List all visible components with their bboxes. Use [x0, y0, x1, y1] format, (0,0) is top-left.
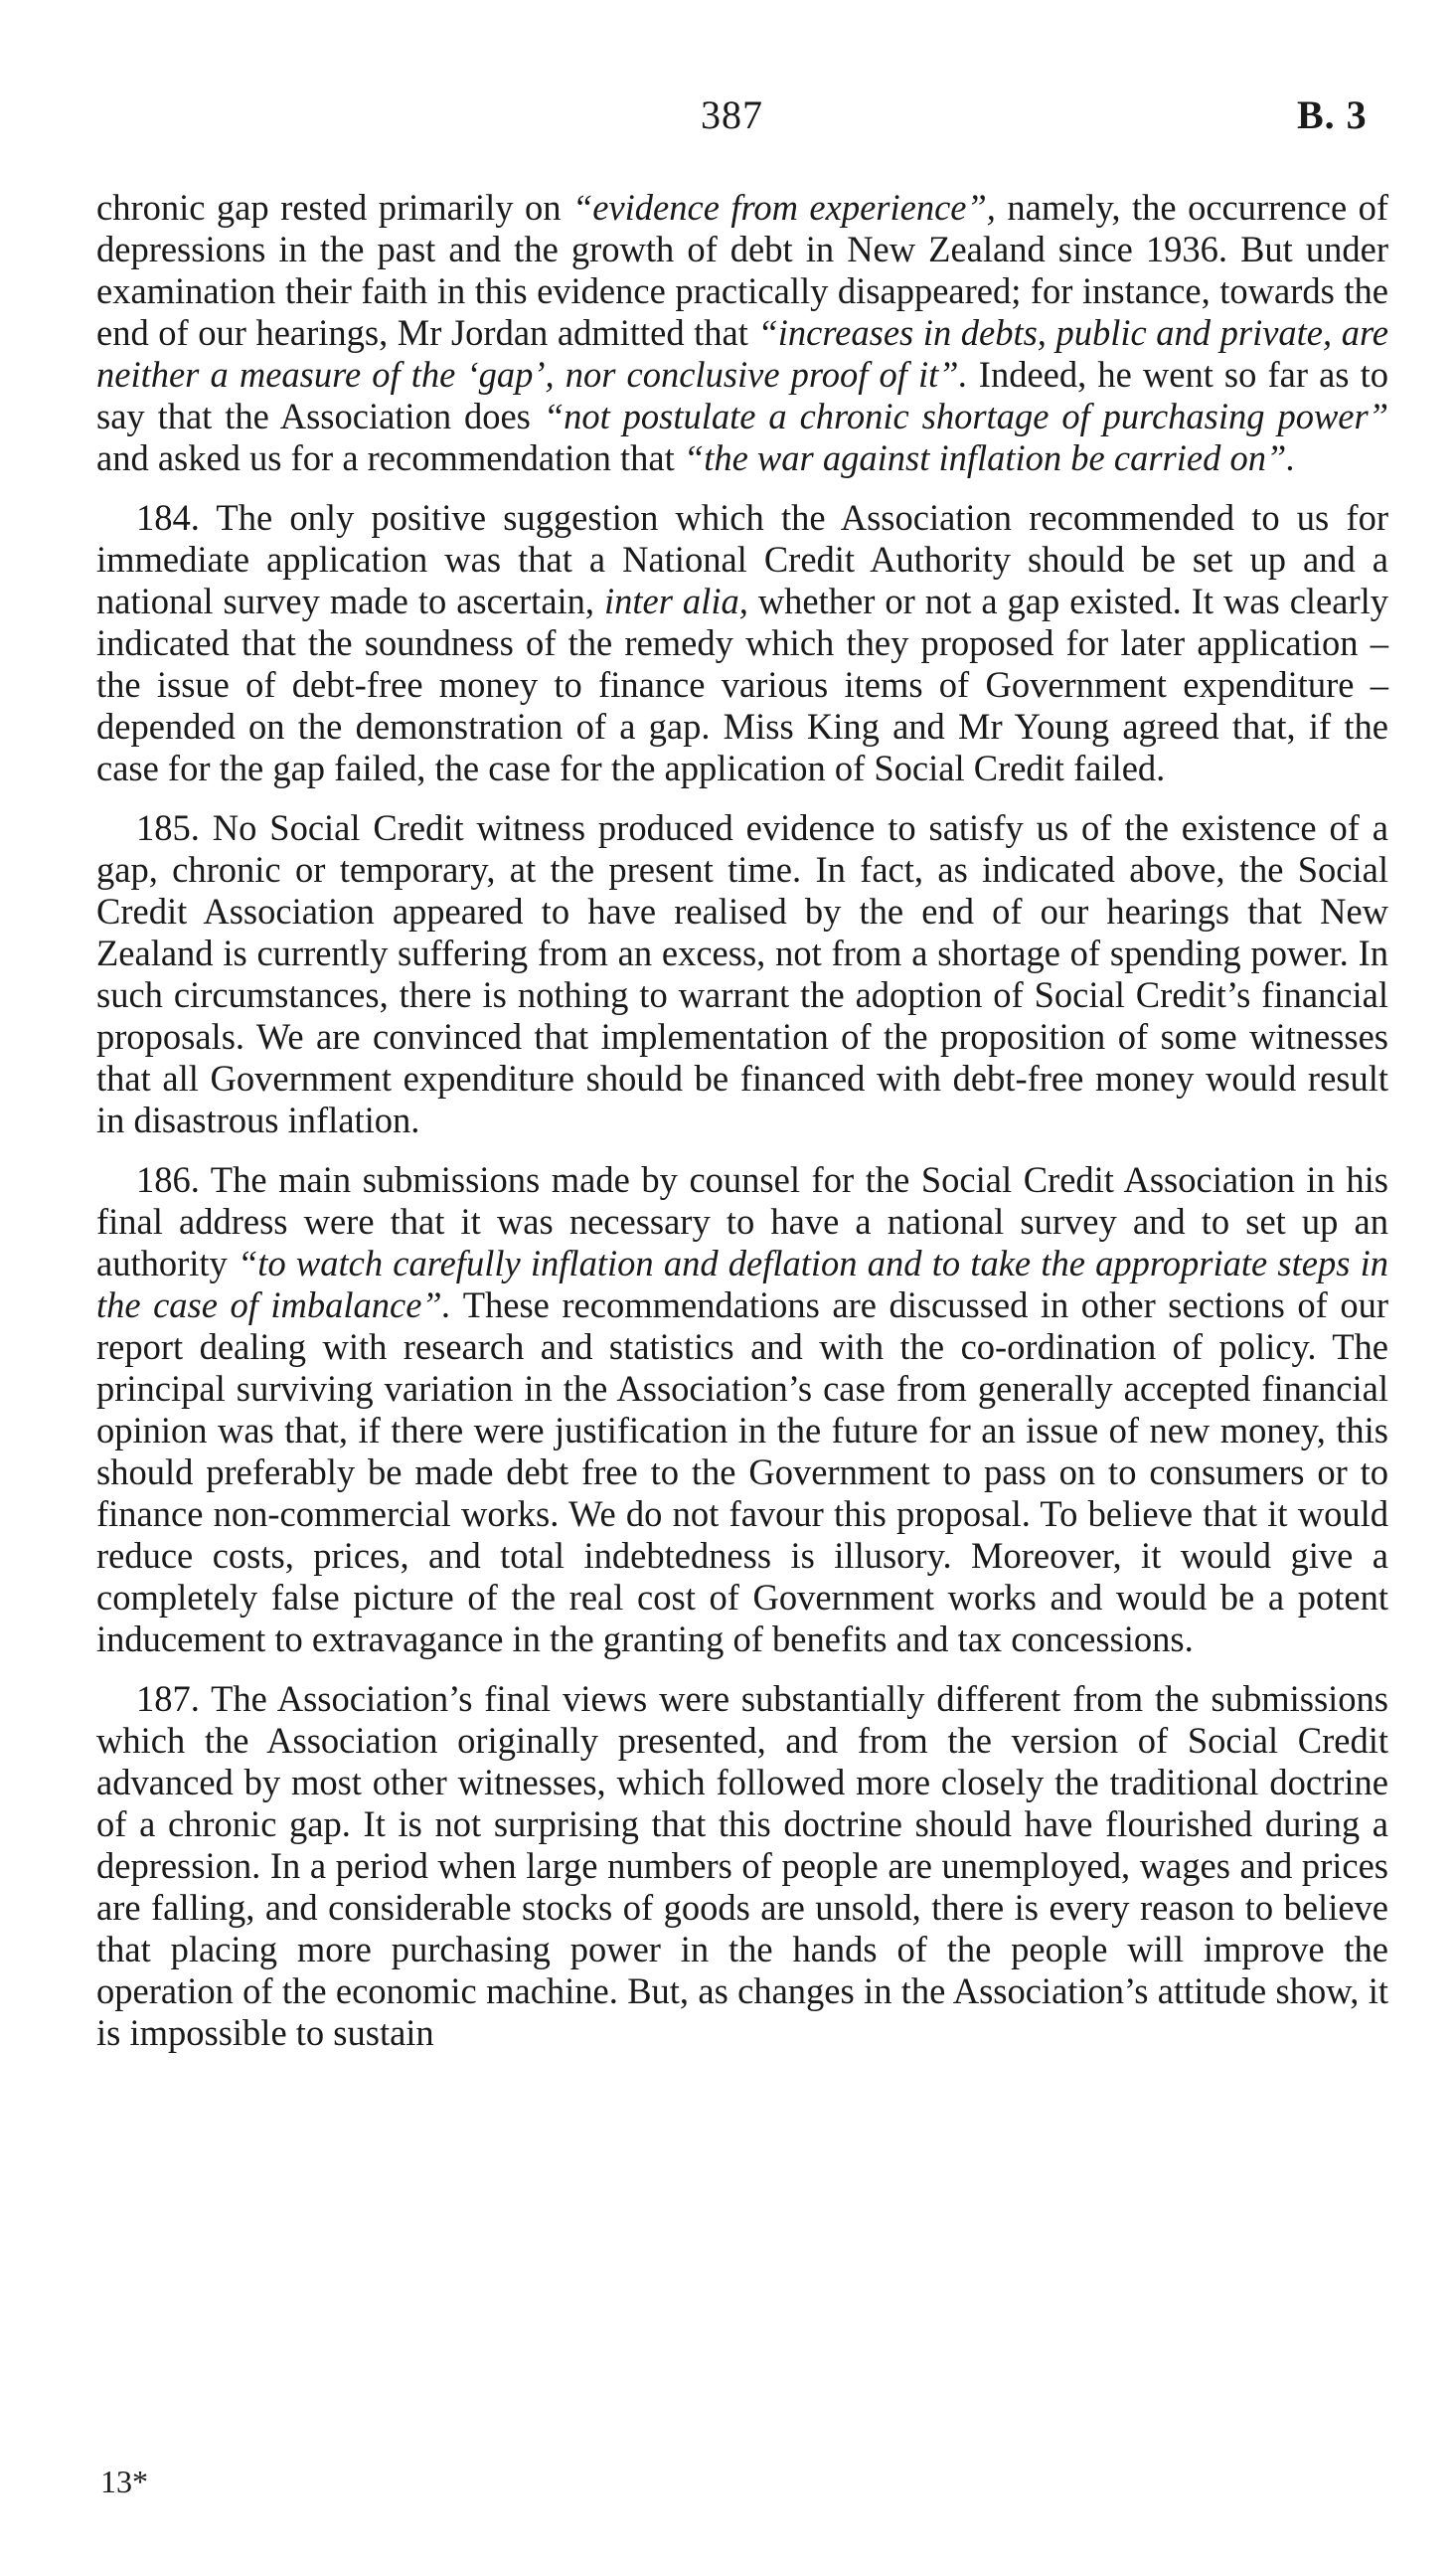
- page-header: [0, 91, 1456, 141]
- document-code: B. 3: [1297, 92, 1368, 137]
- italic-quote: “to watch carefully inflation and deflation and to take the appropriate steps in the case of imbalance”.: [96, 1243, 1389, 1325]
- italic-quote: “evidence from experience”,: [571, 187, 996, 228]
- signature-mark: 13*: [100, 2464, 148, 2499]
- italic-quote: “increases in debts, public and private, are neither a measure of the ‘gap’, nor conclusive proof of it”.: [96, 312, 1388, 395]
- text-run: 185. No Social Credit witness produced evidence to satisfy us of the existence of a gap, chronic or temporary, at the present time. In fact, as indicated above, the Social Credit Association appeared to have realised by the end of our hearings that New Zealand is currently suffering from an excess, not from a shortage of spending power. In such circumstances, there is nothing to warrant the adoption of Social Credit’s financial proposals. We are convinced that implementation of the proposition of some witnesses that all Government expenditure should be financed with debt-free money would result in disastrous inflation.: [96, 807, 1388, 1140]
- text-run: whether or not a gap existed. It was clearly indicated that the soundness of the remedy which they proposed for later application – the issue of debt-free money to finance various items of Government expenditure – depended on the demonstration of a gap. Miss King and Mr Young agreed that, if the case for the gap failed, the case for the application of Social Credit failed.: [96, 581, 1388, 788]
- paragraph-187: [96, 1678, 1388, 2054]
- italic-quote: “the war against inflation be carried on”.: [683, 437, 1296, 478]
- italic-quote: inter alia,: [604, 581, 748, 621]
- page-number: 387: [701, 92, 763, 137]
- paragraph-185: [96, 807, 1388, 1141]
- paragraph-184: [96, 497, 1388, 789]
- paragraph-continued: [96, 187, 1388, 479]
- text-run: 187. The Association’s final views were substantially different from the submissions which the Association originally presented, and from the version of Social Credit advanced by most other witnesses, which followed more closely the traditional doctrine of a chronic gap. It is not surprising that this doctrine should have flourished during a depression. In a period when large numbers of people are unemployed, wages and prices are falling, and considerable stocks of goods are unsold, there is every reason to believe that placing more purchasing power in the hands of the people will improve the operation of the economic machine. But, as changes in the Association’s attitude show, it is impossible to sustain: [96, 1678, 1388, 2053]
- text-run: Indeed, he went so far as to say that the Association does: [96, 354, 1388, 436]
- italic-quote: “not postulate a chronic shortage of purchasing power”: [543, 396, 1388, 436]
- text-run: 186. The main submissions made by counsel for the Social Credit Association in his final address were that it was necessary to have a national survey and to set up an authority: [96, 1159, 1388, 1283]
- text-run: These recommendations are discussed in other sections of our report dealing with research and statistics and with the co-ordination of policy. The principal surviving variation in the Association’s case from generally accepted financial opinion was that, if there were justification in the future for an issue of new money, this should preferably be made debt free to the Government to pass on to consumers or to finance non-commercial works. We do not favour this proposal. To believe that it would reduce costs, prices, and total indebtedness is illusory. Moreover, it would give a completely false picture of the real cost of Government works and would be a potent inducement to extravagance in the granting of benefits and tax concessions.: [96, 1284, 1388, 1659]
- body-text: [96, 187, 1388, 2072]
- text-run: namely, the occurrence of depressions in the past and the growth of debt in New Zealand since 1936. But under examination their faith in this evidence practically disappeared; for instance, towards the end of our hearings, Mr Jordan admitted that: [96, 187, 1389, 353]
- paragraph-186: [96, 1159, 1388, 1660]
- text-run: 184. The only positive suggestion which the Association recommended to us for immediate application was that a National Credit Authority should be set up and a national survey made to ascertain,: [96, 497, 1388, 621]
- text-run: chronic gap rested primarily on: [96, 187, 572, 228]
- text-run: and asked us for a recommendation that: [96, 437, 684, 478]
